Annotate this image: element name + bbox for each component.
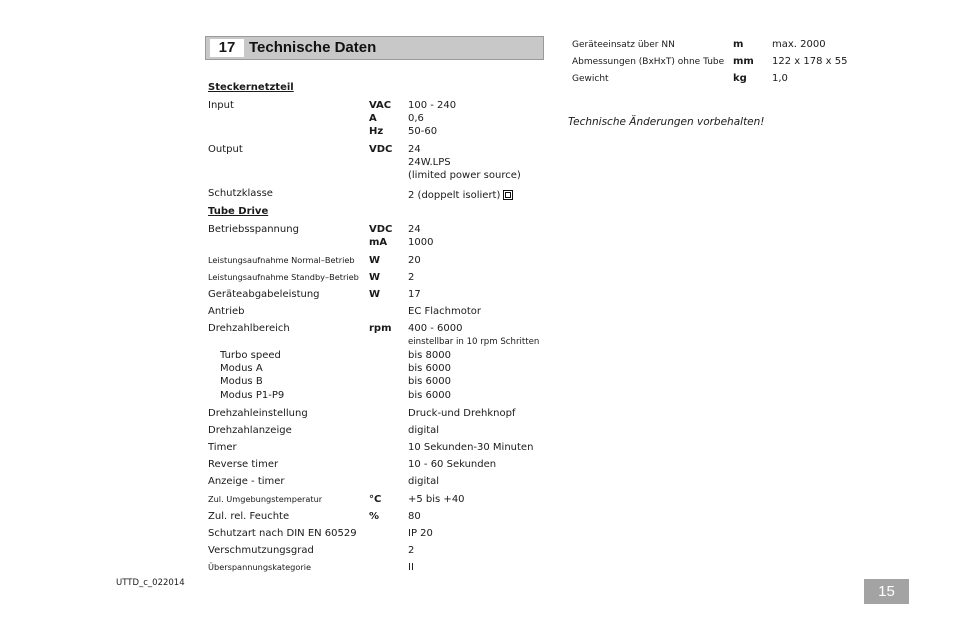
label-antrieb: Antrieb: [208, 306, 245, 317]
label-anzeige-timer: Anzeige - timer: [208, 476, 285, 487]
value-drehzahleinstellung: Druck-und Drehknopf: [408, 408, 516, 419]
label-input: Input: [208, 100, 234, 111]
section-header: [205, 36, 544, 60]
value-mode-a: bis 6000: [408, 363, 451, 374]
label-mode-a: Modus A: [220, 363, 263, 374]
unit-leistung-normal: W: [369, 255, 381, 266]
unit-abgabeleistung: W: [369, 289, 381, 300]
label-output: Output: [208, 144, 243, 155]
label-schutzart: Schutzart nach DIN EN 60529: [208, 528, 357, 539]
label-gewicht: Gewicht: [572, 74, 609, 84]
value-drehzahlanzeige: digital: [408, 425, 440, 436]
unit-output: VDC: [369, 144, 393, 155]
note-technische-aenderungen: Technische Änderungen vorbehalten!: [568, 116, 765, 128]
value-leistung-normal: 20: [408, 255, 421, 266]
value-schutzart: IP 20: [408, 528, 433, 539]
label-verschmutzung: Verschmutzungsgrad: [208, 545, 314, 556]
unit-input-a: A: [369, 113, 377, 124]
label-mode-turbo: Turbo speed: [220, 350, 281, 361]
value-abmessungen: 122 x 178 x 55: [772, 56, 848, 67]
unit-gewicht: kg: [733, 73, 747, 84]
label-schutzklasse: Schutzklasse: [208, 188, 273, 199]
value-timer: 10 Sekunden-30 Minuten: [408, 442, 534, 453]
value-ueberspannung: II: [408, 562, 414, 573]
value-mode-turbo: bis 8000: [408, 350, 451, 361]
label-leistung-standby: Leistungsaufnahme Standby–Betrieb: [208, 272, 359, 282]
label-mode-b: Modus B: [220, 376, 263, 387]
section-tube-drive: Tube Drive: [208, 206, 269, 217]
label-abgabeleistung: Geräteabgabeleistung: [208, 289, 320, 300]
value-reverse-timer: 10 - 60 Sekunden: [408, 459, 497, 470]
unit-abmessungen: mm: [733, 56, 754, 67]
unit-betriebsspannung-ma: mA: [369, 237, 388, 248]
value-antrieb: EC Flachmotor: [408, 306, 481, 317]
label-reverse-timer: Reverse timer: [208, 459, 279, 470]
value-input-vac: 100 - 240: [408, 100, 457, 111]
value-input-hz: 50-60: [408, 126, 438, 137]
value-einsatz-nn: max. 2000: [772, 39, 826, 50]
value-leistung-standby: 2: [408, 272, 415, 283]
value-abgabeleistung: 17: [408, 289, 421, 300]
unit-drehzahlbereich: rpm: [369, 323, 392, 334]
value-schutzklasse: [408, 189, 513, 203]
section-steckernetzteil: Steckernetzteil: [208, 82, 294, 93]
label-betriebsspannung: Betriebsspannung: [208, 224, 299, 235]
label-temperatur: Zul. Umgebungstemperatur: [208, 494, 323, 504]
unit-feuchte: %: [369, 511, 380, 522]
label-abmessungen: Abmessungen (BxHxT) ohne Tube: [572, 57, 725, 67]
label-drehzahleinstellung: Drehzahleinstellung: [208, 408, 308, 419]
value-feuchte: 80: [408, 511, 421, 522]
value-mode-b: bis 6000: [408, 376, 451, 387]
label-drehzahlanzeige: Drehzahlanzeige: [208, 425, 292, 436]
unit-temperatur: °C: [369, 494, 382, 505]
value-output-1: 24: [408, 144, 421, 155]
unit-einsatz-nn: m: [733, 39, 744, 50]
unit-betriebsspannung-vdc: VDC: [369, 224, 393, 235]
value-betriebsspannung-vdc: 24: [408, 224, 421, 235]
label-leistung-normal: Leistungsaufnahme Normal–Betrieb: [208, 255, 355, 265]
value-input-a: 0,6: [408, 113, 424, 124]
label-timer: Timer: [208, 442, 237, 453]
value-gewicht: 1,0: [772, 73, 788, 84]
unit-input-vac: VAC: [369, 100, 392, 111]
section-number: 17: [210, 39, 244, 57]
value-schutzklasse-text: 2 (doppelt isoliert): [408, 190, 501, 201]
doc-code: UTTD_c_022014: [116, 578, 185, 588]
section-title: Technische Daten: [249, 39, 377, 56]
label-drehzahlbereich: Drehzahlbereich: [208, 323, 290, 334]
label-einsatz-nn: Geräteeinsatz über NN: [572, 40, 675, 50]
value-drehzahlbereich: 400 - 6000: [408, 323, 463, 334]
value-mode-p: bis 6000: [408, 390, 451, 401]
note-drehzahlbereich: einstellbar in 10 rpm Schritten: [408, 337, 540, 347]
value-output-2: 24W.LPS: [408, 157, 451, 168]
value-output-3: (limited power source): [408, 170, 521, 181]
value-temperatur: +5 bis +40: [408, 494, 465, 505]
label-feuchte: Zul. rel. Feuchte: [208, 511, 290, 522]
label-ueberspannung: Überspannungskategorie: [208, 562, 312, 572]
value-verschmutzung: 2: [408, 545, 415, 556]
unit-leistung-standby: W: [369, 272, 381, 283]
label-mode-p: Modus P1-P9: [220, 390, 285, 401]
unit-input-hz: Hz: [369, 126, 384, 137]
page-number: 15: [864, 579, 909, 604]
value-anzeige-timer: digital: [408, 476, 440, 487]
double-square-icon: [503, 190, 513, 200]
value-betriebsspannung-ma: 1000: [408, 237, 434, 248]
